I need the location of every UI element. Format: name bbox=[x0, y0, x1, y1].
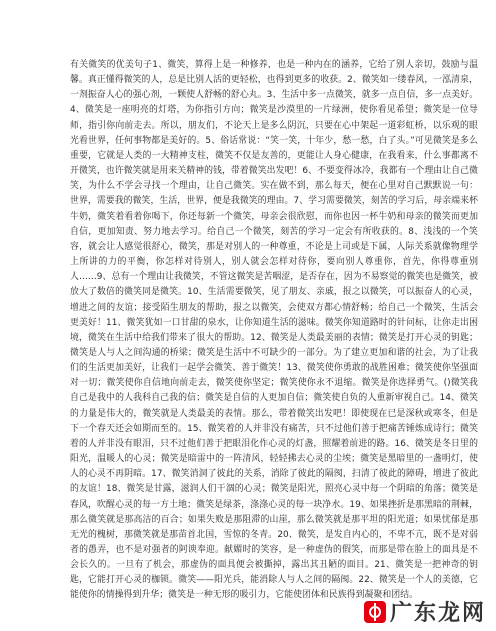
article-body bbox=[70, 58, 478, 604]
watermark-text: 广东龙网 bbox=[389, 601, 486, 626]
article-text: 1、微笑，算得上是一种修养，也是一种内在的涵养，它给了别人亲切，鼓励与温馨。真正懂得微笑的人，总是比别人活的更轻松，也得到更多的收获。2、微笑如一缕春风，一泓清泉，一剂振奋人心的强心剂，一颗使人舒畅的舒心丸。3、生活中多一点微笑，就多一点自信，多一点美好。4、微笑是一座明亮的灯塔，为你指引方向；微笑是沙漠里的一片绿洲，使你看见希望；微笑是一位导师，指引你向前走去。所以，朋友们，不论天上是多么阴沉，只要在心中架起一道彩虹桥，以乐观的眼光看世界，任何事物都是美好的。5、俗话常说：“笑一笑，十年少，愁一愁，白了头。”可见微笑是多么重要，它就是人类的一大精神支柱，微笑不仅是友善的，更能让人身心健康，在我看来，什么事都离不开微笑，也许微笑就是用来关精神的钱，带着微笑出发吧！6、不要变得冰冷，我都有一个理由让自己微笑，为什么不学会寻找一个理由，让自己微笑。实在做不到，那么每天，便在心里对自己默默说一句：世界，需要我的微笑，生活，世界，便是我微笑的理由。7、学习需要微笑，刻苦的学习后，母亲端来杯牛奶，微笑着看着你喝下，你还每新一个微笑，母亲会很欣慰，而你也因一杯牛奶和母亲的微笑而更加自信，更加知责、努力地去学习。给自己一个微笑，刻苦的学习一定会有所收获的。8、浅浅的一个笑容，就会让人感觉很舒心，微笑，那是对别人的一种尊重，不论是上司或是下属，人际关系就像物理学上所讲的力的平衡，你怎样对待别人，别人就会怎样对待你，要向别人尊重你，首先，你得尊重别人……9、总有一个理由让我微笑，不管这微笑是苦咽涩，是否存在，因为不易察觉的微笑也是微笑，被放大了数倍的微笑同是微笑。10、生活需要微笑，见了朋友、亲戚，报之以微笑，可以振奋人的心灵，增进之间的友谊；接受陌生朋友的帮助，报之以微笑，会使双方都心情舒畅；给自己一个微笑，生活会更美好！11、微笑犹如一口甘甜的泉水，让你知道生活的滋味。微笑你知道路时的针问标，让你走出困境，微笑在生活中给我们带来了很大的帮助。12、微笑是人类最美丽的表情；微笑是打开心灵的钥匙；微笑是人与人之间沟通的桥梁；微笑是生活中不可缺少的一部分。为了建立更加和谐的社会，为了让我们的生活更加美好，让我们一起学会微笑、善于微笑！13、微笑使你勇敢的战胜困难；微笑使你坚强面对一切；微笑使你自信地向前走去，微笑使你坚定；微笑使你永不退缩。微笑是你选择勇气。()微笑我自己是我中的人我科自己我的信；微笑是自信的人更加自信；微笑使自负的人重新审视自己。14、微笑的力量是伟大的，微笑就是人类最美的表情。那么，带着微笑出发吧！即使现在已是深秋或寒冬，但是下一个春天还会如期而至的。15、微笑着的人并非没有痛苦，只不过他们善于把痛苦锤炼成诗行；微笑着的人并非没有眼泪，只不过他们善于把眼泪化作心灵的灯盏，照耀着前进的路。16、微笑是冬日里的阳光，温暖人的心灵；微笑是暗雷中的一阵清风，轻轻拂去心灵的尘埃；微笑是黑暗里的一盏明灯，使人的心灵不再阴暗。17、微笑消洞了彼此的关系，消除了彼此的隔阂，扫清了彼此的障碍，增进了彼此的友谊！18、微笑是甘露，滋润人们干涸的心灵；微笑是阳光，照亮心灵中每一个阴暗的角落；微笑是春风，吹醒心灵的每一方土地；微笑是绿茶，涤涤心灵的每一块净水。19、如果挫折是那黑暗的荆棘，那么微笑就是那高洁的百合；如果失败是那阻滞的山崖，那么微笑就是那平坦的阳光道；如果忧郁是那无光的槐树，那微笑就是那苗首北国，雪惊的冬青。20、微笑，是发自内心的，不卑不亢，既不是对弱者的愚弄，也不是对强者的阿谀奉迎。献媚时的笑容，是一种虚伪的假笑，而那是带在脸上的面具是不会长久的。一旦有了机会，那虚伪的面具便会被撕掉，露出其丑陋的面目。21、微笑是一把神奇的钥匙，它能打开心灵的枷锁。微笑——阳光兵，能消除人与人之间的隔阂。22、微笑是一个人的美德，它能使你的情操得到升华；微笑是一种无形的吸引力，它能使团体和民族得到凝聚和团结。 bbox=[70, 60, 478, 601]
article-title: 有关微笑的优美句子 bbox=[70, 60, 153, 70]
